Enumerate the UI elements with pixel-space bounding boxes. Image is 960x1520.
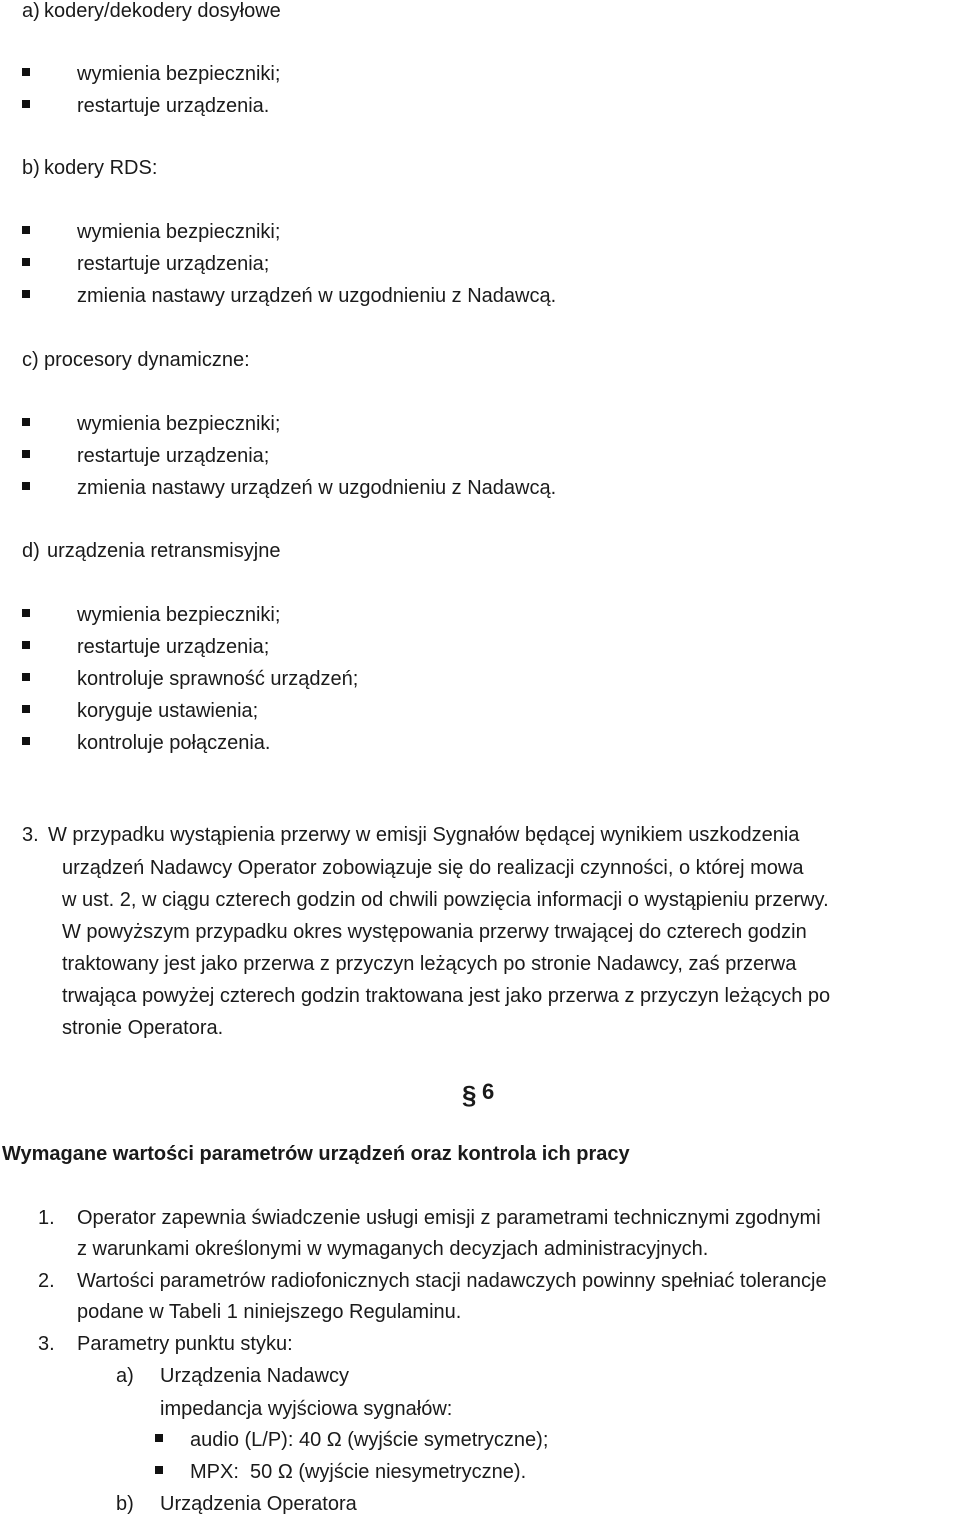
bullet-square-icon [22,482,30,490]
paragraph-line: stronie Operatora. [62,1017,224,1039]
section-heading: Wymagane wartości parametrów urządzeń oraz kontrola ich pracy [2,1143,630,1165]
numbered-line: Parametry punktu styku: [77,1333,293,1355]
list-item: zmienia nastawy urządzeń w uzgodnieniu z Nadawcą. [77,477,557,499]
list-item: restartuje urządzenia. [77,95,270,117]
point-3-marker: 3. [22,824,39,846]
bullet-square-icon [22,290,30,298]
section-marker-c: c) [22,349,39,371]
bullet-square-icon [22,641,30,649]
bullet-square-icon [22,609,30,617]
bullet-square-icon [22,737,30,745]
bullet-square-icon [155,1466,163,1474]
numbered-line: Operator zapewnia świadczenie usługi emisji z parametrami technicznymi zgodnymi [77,1207,821,1229]
sub-marker-b: b) [116,1493,134,1515]
section-number: 6 [482,1079,495,1104]
paragraph-line: W powyższym przypadku okres występowania przerwy trwającej do czterech godzin [62,921,807,943]
list-item: wymienia bezpieczniki; [77,221,281,243]
bullet-square-icon [22,705,30,713]
list-item: wymienia bezpieczniki; [77,63,281,85]
numbered-line: Wartości parametrów radiofonicznych stacji nadawczych powinny spełniać tolerancje [77,1270,827,1292]
paragraph-line: urządzeń Nadawcy Operator zobowiązuje się do realizacji czynności, o której mowa [62,857,804,879]
list-item: restartuje urządzenia; [77,445,270,467]
sub-title-a: Urządzenia Nadawcy [160,1365,349,1387]
bullet-square-icon [22,258,30,266]
paragraph-line: traktowany jest jako przerwa z przyczyn leżących po stronie Nadawcy, zaś przerwa [62,953,797,975]
list-item: wymienia bezpieczniki; [77,604,281,626]
numbered-marker: 2. [38,1270,55,1292]
list-item: audio (L/P): 40 Ω (wyjście symetryczne); [190,1429,549,1451]
bullet-square-icon [22,100,30,108]
list-item: koryguje ustawienia; [77,700,259,722]
numbered-line: z warunkami określonymi w wymaganych decyzjach administracyjnych. [77,1238,709,1260]
list-item: restartuje urządzenia; [77,253,270,275]
sub-marker-a: a) [116,1365,134,1387]
section-title-a: kodery/dekodery dosyłowe [44,0,281,22]
section-title-d: urządzenia retransmisyjne [47,540,281,562]
sub-title-b: Urządzenia Operatora [160,1493,357,1515]
list-item: wymienia bezpieczniki; [77,413,281,435]
paragraph-line: w ust. 2, w ciągu czterech godzin od chwili powzięcia informacji o wystąpieniu przerwy. [62,889,829,911]
section-marker-b: b) [22,157,40,179]
bullet-square-icon [22,68,30,76]
sub-subtitle-a: impedancja wyjściowa sygnałów: [160,1398,453,1420]
bullet-square-icon [22,450,30,458]
numbered-line: podane w Tabeli 1 niniejszego Regulaminu. [77,1301,462,1323]
numbered-marker: 1. [38,1207,55,1229]
paragraph-line: W przypadku wystąpienia przerwy w emisji Sygnałów będącej wynikiem uszkodzenia [48,824,800,846]
section-title-b: kodery RDS: [44,157,158,179]
section-marker-a: a) [22,0,40,22]
list-item: zmienia nastawy urządzeń w uzgodnieniu z Nadawcą. [77,285,557,307]
bullet-square-icon [22,418,30,426]
list-item: MPX: 50 Ω (wyjście niesymetryczne). [190,1461,527,1483]
list-item: kontroluje połączenia. [77,732,271,754]
bullet-square-icon [22,673,30,681]
list-item: kontroluje sprawność urządzeń; [77,668,359,690]
paragraph-line: trwająca powyżej czterech godzin traktowana jest jako przerwa z przyczyn leżących po [62,985,831,1007]
section-title-c: procesory dynamiczne: [44,349,250,371]
bullet-square-icon [155,1434,163,1442]
bullet-square-icon [22,226,30,234]
section-sign: § [462,1080,477,1110]
numbered-marker: 3. [38,1333,55,1355]
list-item: restartuje urządzenia; [77,636,270,658]
section-marker-d: d) [22,540,40,562]
